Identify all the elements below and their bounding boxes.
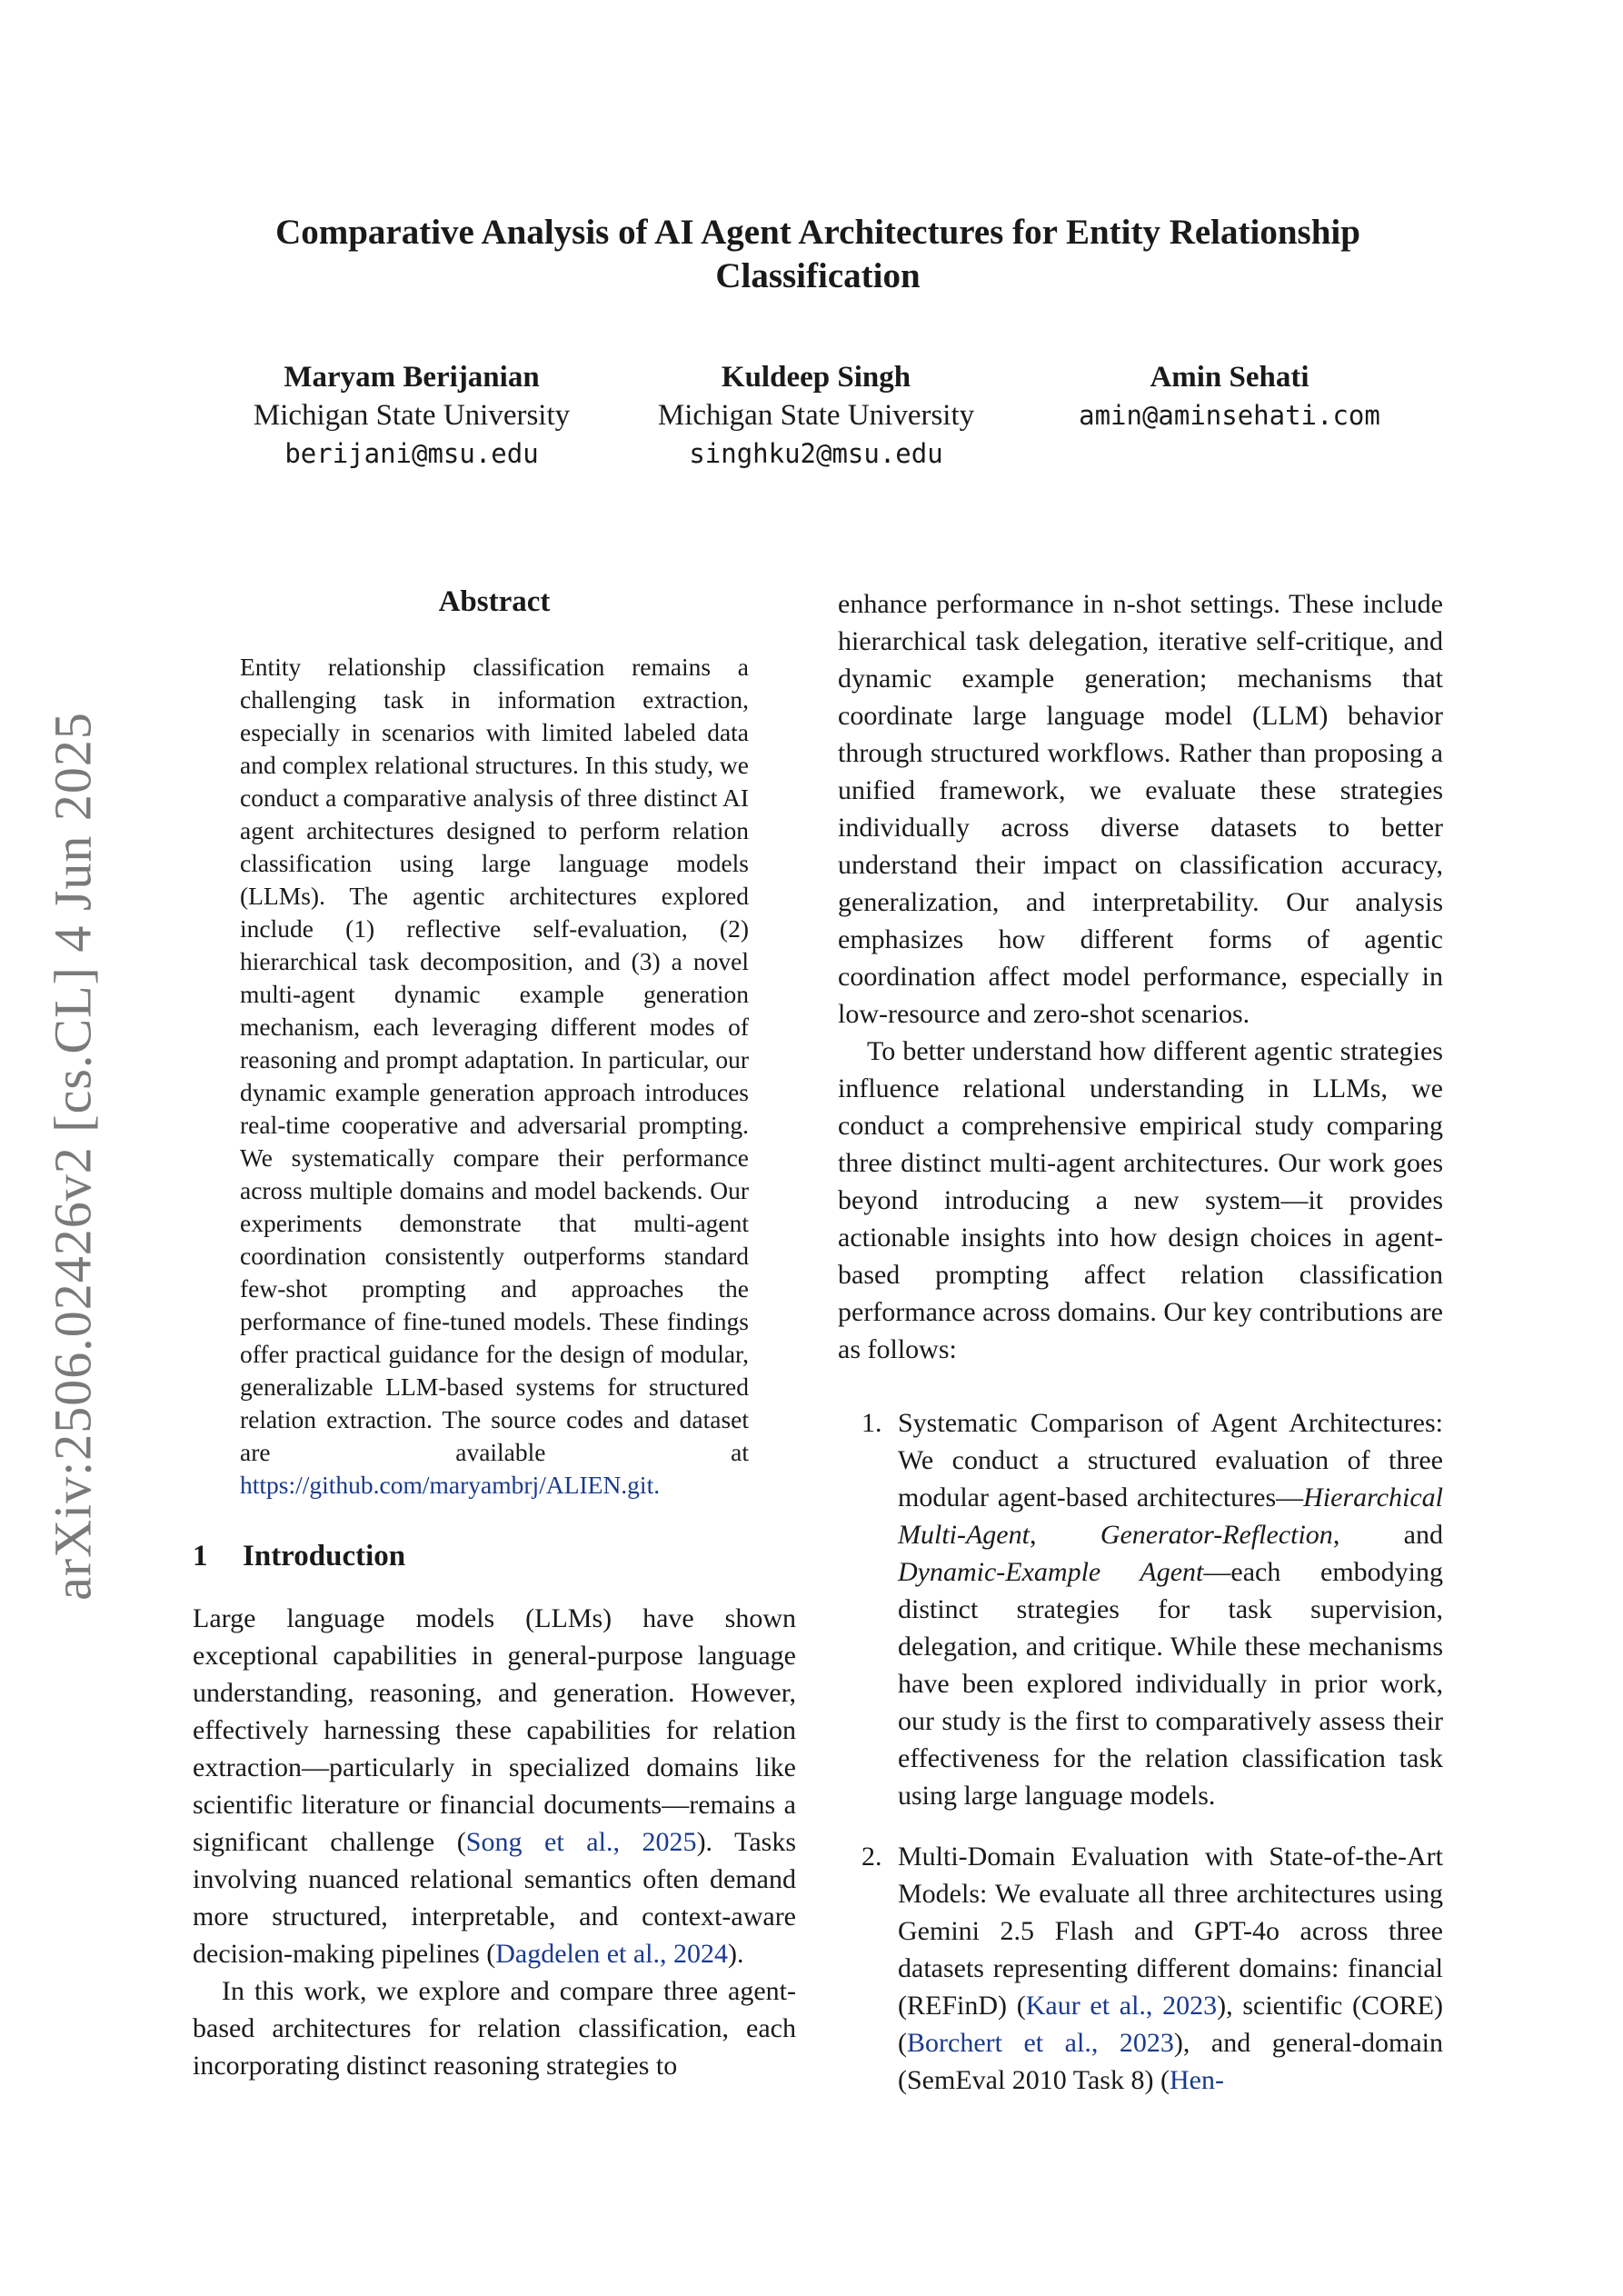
left-column [193,1600,796,2084]
abstract-heading: Abstract [438,585,551,618]
citation-link[interactable]: Song et al., 2025 [465,1827,697,1857]
citation-link[interactable]: Hen- [1169,2065,1224,2095]
author-name: Maryam Berijanian [284,361,540,394]
contribution-item [838,1838,1443,2099]
author-block [625,358,1007,473]
abstract-text: Entity relationship classification remains a challenging task in information extraction, especially in scenarios with limited labeled data and complex relational structures. In this study, we conduct a comparative analysis of three distinct AI agent architectures designed to perform relation classification using large language models (LLMs). The agentic architectures explored include (1) reflective self-evaluation, (2) hierarchical task decomposition, and (3) a novel multi-agent dynamic example generation mechanism, each leveraging different modes of reasoning and prompt adaptation. In particular, our dynamic example generation approach introduces real-time cooperative and adversarial prompting. We systematically compare their performance across multiple domains and model backends. Our experiments demonstrate that multi-agent coordination consistently outperforms standard few-shot prompting and approaches the performance of fine-tuned models. These findings offer practical guidance for the design of modular, generalizable LLM-based systems for structured relation extraction. The source codes and dataset are available at [240,653,749,1466]
intro-paragraph-2-continued: enhance performance in n-shot settings. These include hierarchical task delegation, iterative self-critique, and dynamic example generation; mechanisms that coordinate large language model (LLM) behavior through structured workflows. Rather than proposing a unified framework, we evaluate these strategies individually across diverse datasets to better understand their impact on classification accuracy, generalization, and interpretability. Our analysis emphasizes how different forms of agentic coordination affect model performance, especially in low-resource and zero-shot scenarios. [838,589,1443,1029]
intro-paragraph-3: To better understand how different agentic strategies influence relational understanding in LLMs, we conduct a comprehensive empirical study comparing three distinct multi-agent architectures. Our work goes beyond introducing a new system—it provides actionable insights into how design choices in agent-based prompting affect relation classification performance across domains. Our key contributions are as follows: [838,1036,1443,1364]
author-email: berijani@msu.edu [284,438,539,469]
contribution-item [838,1404,1443,1814]
repository-link[interactable]: https://github.com/maryambrj/ALIEN.git. [240,1471,661,1499]
author-name: Kuldeep Singh [721,361,911,394]
intro-paragraph-2: In this work, we explore and compare three agent-based architectures for relation classification, each incorporating distinct reasoning strategies to [193,1976,796,2081]
contribution-text: Systematic Comparison of Agent Architectures: We conduct a structured evaluation of three modular agent-based architectures—Hierarchical Multi-Agent, Generator-Reflection, and Dynamic-Example Agent—each embodying distinct strategies for task supervision, delegation, and critique. While these mechanisms have been explored individually in prior work, our study is the first to comparatively assess their effectiveness for the relation classification task using large language models. [898,1408,1443,1811]
section-heading [193,1538,792,1574]
arxiv-identifier: arXiv:2506.02426v2 [cs.CL] 4 Jun 2025 [43,712,103,1601]
contribution-text: Multi-Domain Evaluation with State-of-the-Art Models: We evaluate all three architectures using Gemini 2.5 Flash and GPT-4o across three datasets representing different domains: financial (REFinD) (Kaur et al., 2023), scientific (CORE) (Borchert et al., 2023), and general-domain (SemEval 2010 Task 8) (Hen- [898,1842,1443,2095]
author-email: singhku2@msu.edu [689,438,943,469]
citation-link[interactable]: Borchert et al., 2023 [907,2028,1174,2058]
author-block [1039,358,1420,434]
contribution-number: 2. [861,1842,882,1872]
author-block [221,358,602,473]
citation-link[interactable]: Dagdelen et al., 2024 [495,1939,729,1969]
author-name: Amin Sehati [1150,361,1309,394]
abstract-body [240,651,749,1502]
author-email: amin@aminsehati.com [1079,400,1380,431]
right-column [838,585,1443,2122]
paper-title: Comparative Analysis of AI Agent Architectures for Entity Relationship Classification [275,213,1360,295]
citation-link[interactable]: Kaur et al., 2023 [1025,1991,1218,2021]
intro-paragraph-1: Large language models (LLMs) have shown exceptional capabilities in general-purpose language understanding, reasoning, and generation. However, effectively harnessing these capabilities for relation extraction—particularly in specialized domains like scientific literature or financial documents—remains a significant challenge (Song et al., 2025). Tasks involving nuanced relational semantics often demand more structured, interpretable, and context-aware decision-making pipelines (Dagdelen et al., 2024). [193,1603,797,1969]
section-number: 1 [193,1540,208,1572]
author-affiliation: Michigan State University [253,399,571,432]
section-title: Introduction [243,1540,406,1572]
contribution-number: 1. [861,1408,882,1438]
author-affiliation: Michigan State University [657,399,975,432]
contributions-list [838,1404,1443,2099]
arxiv-sidebar [36,693,109,1620]
